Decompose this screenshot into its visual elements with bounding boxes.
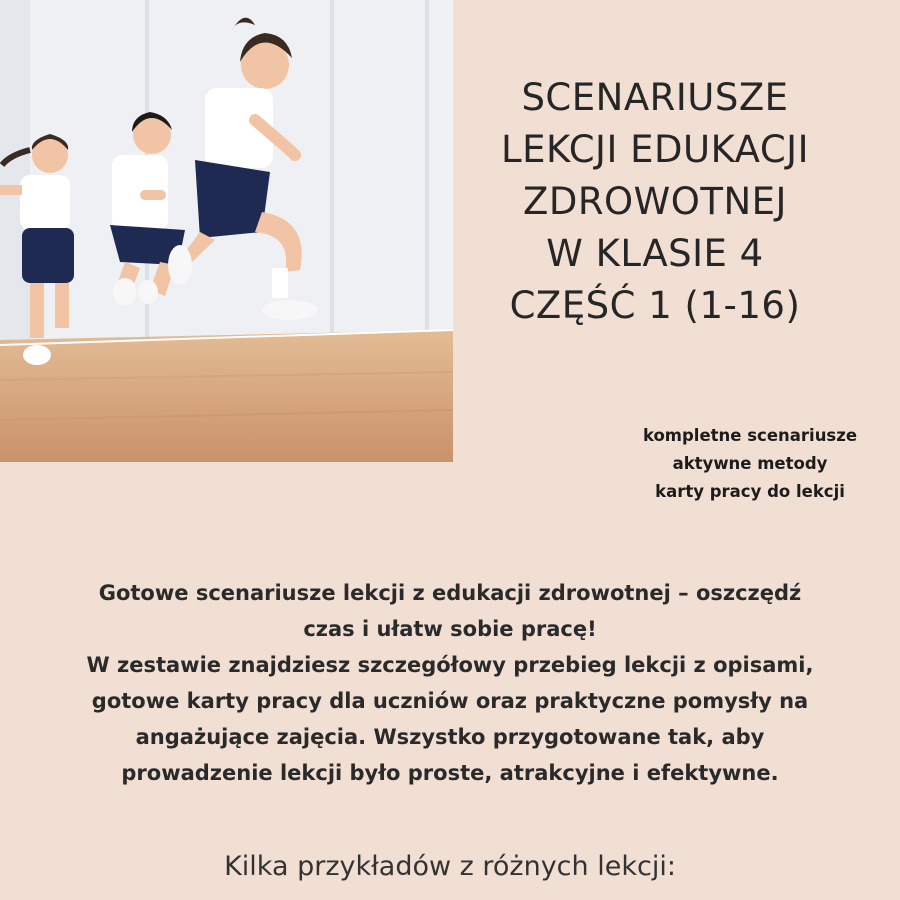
title-line: SCENARIUSZE (521, 76, 789, 119)
title-line: LEKCJI EDUKACJI (500, 128, 810, 171)
title-line: ZDROWOTNEJ (523, 180, 787, 223)
description (0, 575, 900, 791)
feature-item: karty pracy do lekcji (655, 482, 845, 501)
title-line: CZĘŚĆ 1 (1-16) (509, 284, 801, 327)
description-line: angażujące zajęcia. Wszystko przygotowane tak, aby (135, 725, 765, 749)
feature-item: kompletne scenariusze (642, 426, 858, 445)
examples-heading: Kilka przykładów z różnych lekcji: (224, 851, 676, 882)
description-line: W zestawie znajdziesz szczegółowy przebieg lekcji z opisami, (86, 653, 814, 677)
description-line: czas i ułatw sobie pracę! (303, 617, 597, 641)
feature-list (590, 422, 900, 506)
feature-item: aktywne metody (672, 454, 828, 473)
description-line: prowadzenie lekcji było proste, atrakcyjne i efektywne. (121, 761, 779, 785)
title-line: W KLASIE 4 (546, 232, 764, 275)
page-title (455, 72, 855, 332)
description-line: Gotowe scenariusze lekcji z edukacji zdrowotnej – oszczędź (98, 581, 802, 605)
children-jumping-rope-photo (0, 0, 453, 462)
description-line: gotowe karty pracy dla uczniów oraz praktyczne pomysły na (91, 689, 809, 713)
